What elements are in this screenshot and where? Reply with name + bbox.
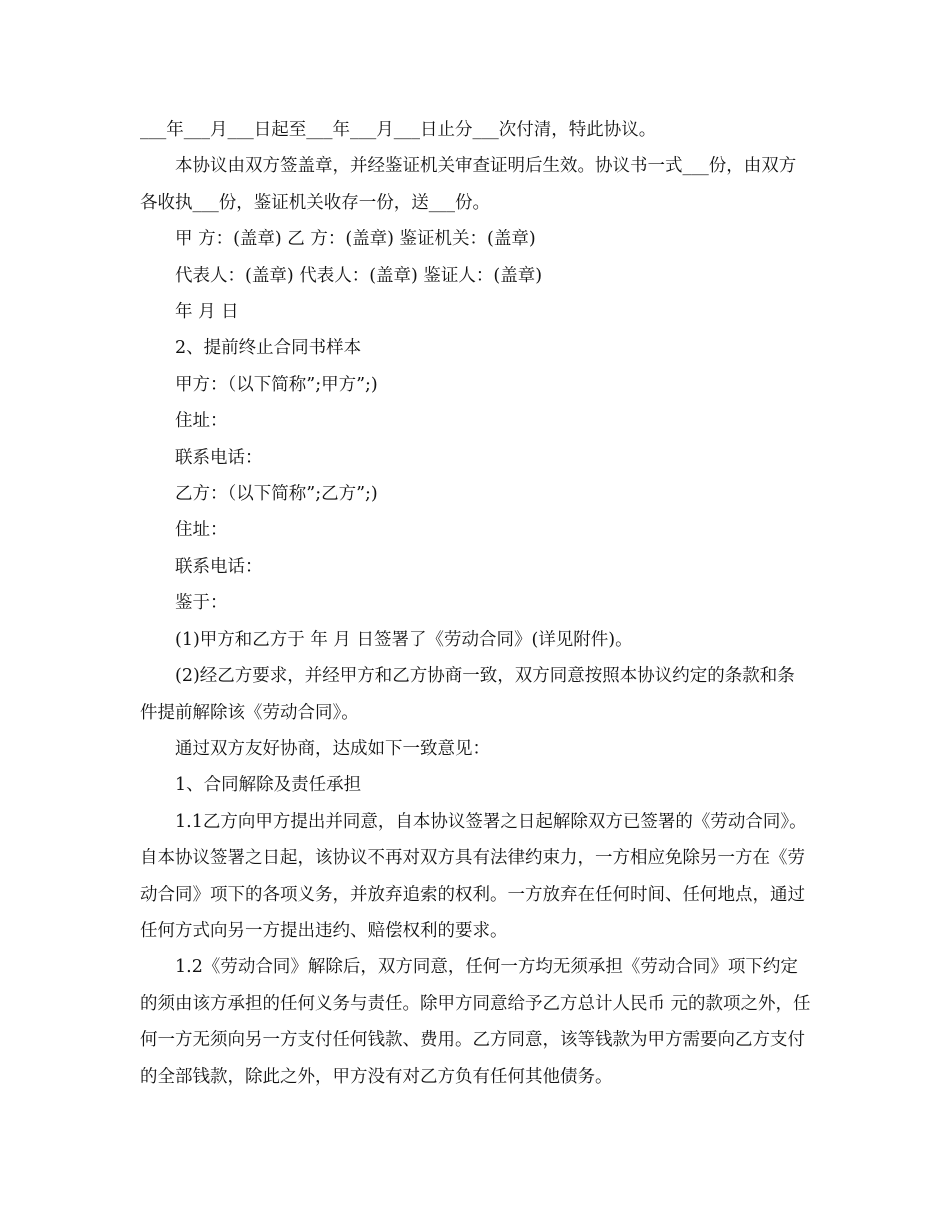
signature-seal-line: 甲 方：(盖章) 乙 方：(盖章) 鉴证机关：(盖章) [175, 229, 536, 250]
payment-terms-line: ___年___月___日起至___年___月___日止分___次付清，特此协议。 [140, 120, 657, 140]
party-a-address: 住址： [175, 411, 228, 432]
whereas-item-1: (1)甲方和乙方于 年 月 日签署了《劳动合同》(详见附件)。 [175, 629, 633, 650]
clause-heading-1: 1、合同解除及责任承担 [175, 775, 362, 796]
date-line: 年 月 日 [175, 302, 239, 323]
whereas-heading: 鉴于： [175, 593, 228, 614]
party-b-address: 住址： [175, 520, 228, 541]
section-heading: 2、提前终止合同书样本 [175, 338, 362, 359]
clause-1-1: 1.1乙方向甲方提出并同意，自本协议签署之日起解除双方已签署的《劳动合同》。自本协议签署之日起，该协议不再对双方具有法律约束力，一方相应免除另一方在《劳动合同》项下的各项义务，并放弃追索的权利。一方放弃在任何时间、任何地点，通过任何方式向另一方提出违约、赔偿权利的要求。 [140, 811, 807, 941]
party-a-line: 甲方：（以下简称”;甲方”;) [175, 374, 378, 395]
agreement-intro: 通过双方友好协商，达成如下一致意见： [175, 738, 490, 759]
party-b-line: 乙方：（以下简称”;乙方”;) [175, 484, 378, 505]
clause-1-2: 1.2《劳动合同》解除后，双方同意，任何一方均无须承担《劳动合同》项下约定的须由该方承担的任何义务与责任。除甲方同意给予乙方总计人民币 元的款项之外，任何一方无须向另一方支付任何钱款、费用。乙方同意，该等钱款为甲方需要向乙方支付的全部钱款，除此之外，甲方没有对乙方负有任何其他债务。 [140, 957, 811, 1087]
document-body [140, 112, 812, 1095]
party-a-phone: 联系电话： [175, 447, 263, 468]
representative-seal-line: 代表人：(盖章) 代表人：(盖章) 鉴证人：(盖章) [175, 265, 543, 286]
whereas-item-2: (2)经乙方要求，并经甲方和乙方协商一致，双方同意按照本协议约定的条款和条件提前解除该《劳动合同》。 [140, 666, 795, 723]
effect-clause: 本协议由双方签盖章，并经鉴证机关审查证明后生效。协议书一式___份，由双方各收执___份，鉴证机关收存一份，送___份。 [140, 156, 797, 213]
party-b-phone: 联系电话： [175, 556, 263, 577]
